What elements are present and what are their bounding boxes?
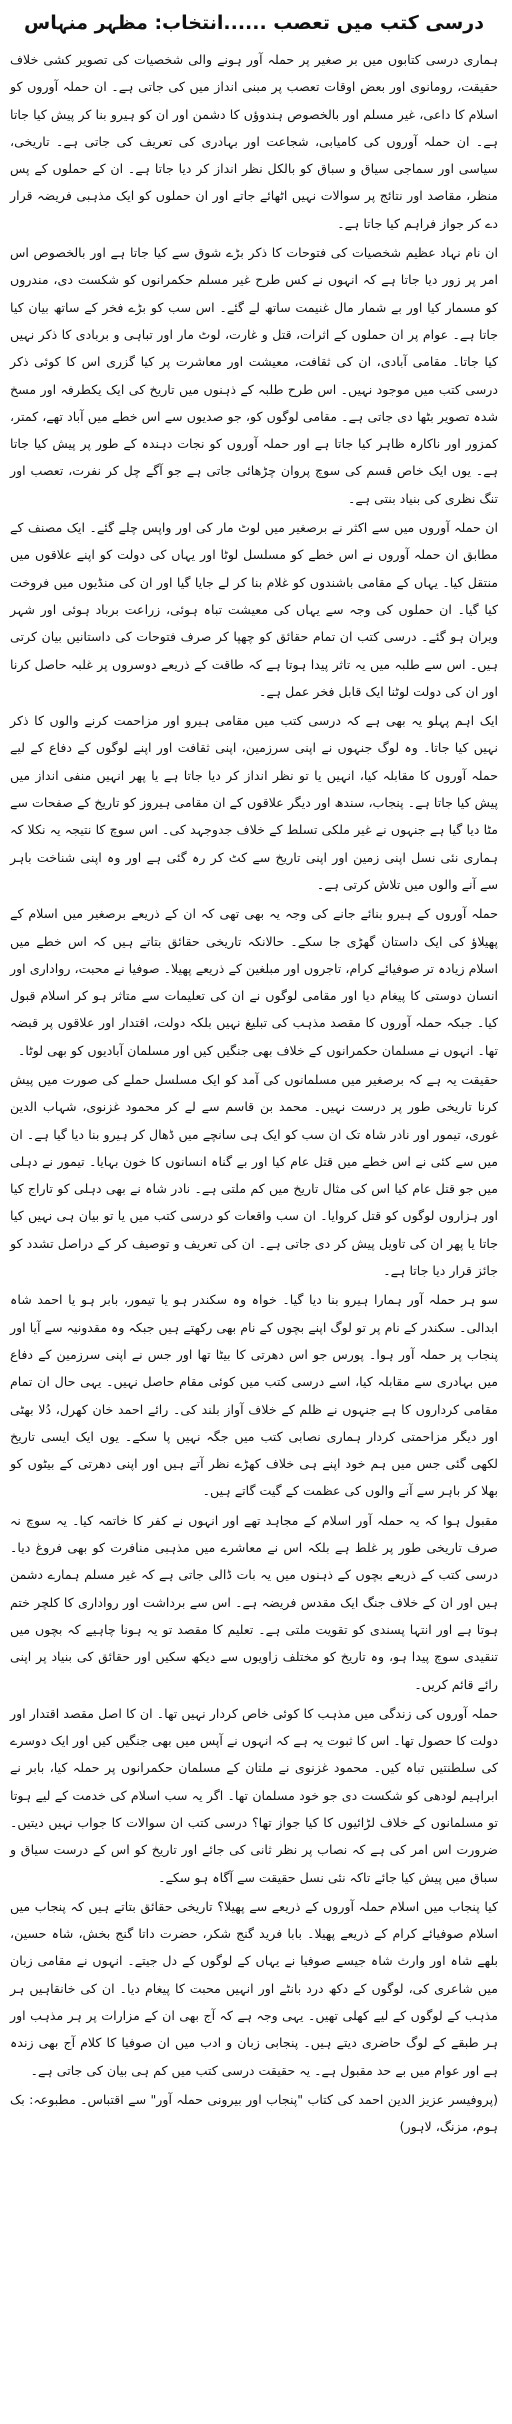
article-paragraph: حملہ آوروں کی زندگی میں مذہب کا کوئی خاص کردار نہیں تھا۔ ان کا اصل مقصد اقتدار اور دولت کا حصول تھا۔ اس کا ثبوت یہ ہے کہ انہوں نے آپس میں بھی جنگیں کیں اور ایک دوسرے کی سلطنتیں تباہ کیں۔ محمود غزنوی نے ملتان کے مسلمان حکمرانوں پر حملہ کیا، بابر نے ابراہیم لودھی کو شکست دی جو خود مسلمان تھا۔ اگر یہ سب اسلام کی خدمت کے لیے ہوتا تو مسلمانوں کے خلاف لڑائیوں کا کیا جواز تھا؟ درسی کتب ان سوالات کا جواب نہیں دیتیں۔ ضرورت اس امر کی ہے کہ نصاب پر نظر ثانی کی جائے اور تاریخ کو اس کے درست سیاق و سباق میں پیش کیا جائے تاکہ نئی نسل حقیقت سے آگاہ ہو سکے۔: [10, 1705, 498, 1885]
article-paragraph: ہماری درسی کتابوں میں بر صغیر پر حملہ آور ہونے والی شخصیات کی تصویر کشی خلاف حقیقت، رومانوی اور بعض اوقات تعصب پر مبنی انداز میں کی جاتی ہے۔ ان حملہ آوروں کو اسلام کا داعی، غیر مسلم اور بالخصوص ہندوؤں کا دشمن اور ان کو ہیرو بنا کر پیش کیا جاتا ہے۔ ان حملہ آوروں کی کامیابی، شجاعت اور بہادری کی تعریف کی جاتی ہے۔ تاریخی، سیاسی اور سماجی سیاق و سباق کو بالکل نظر انداز کر دیا جاتا ہے۔ ان کے حملوں کے پس منظر، مقاصد اور نتائج پر سوالات نہیں اٹھائے جاتے اور ان حملوں کو ایک مذہبی فریضہ قرار دے کر جواز فراہم کیا جاتا ہے۔: [10, 52, 498, 231]
article-source-credit: (پروفیسر عزیز الدین احمد کی کتاب "پنجاب اور بیرونی حملہ آور" سے اقتباس۔ مطبوعہ: بک ہوم، مزنگ، لاہور): [10, 2091, 498, 2135]
article-title: درسی کتب میں تعصب ......انتخاب: مظہر منہاس: [24, 12, 484, 34]
article-paragraph: سو ہر حملہ آور ہمارا ہیرو بنا دیا گیا۔ خواہ وہ سکندر ہو یا تیمور، بابر ہو یا احمد شاہ ابدالی۔ سکندر کے نام پر تو لوگ اپنے بچوں کے نام بھی رکھتے ہیں جبکہ وہ مقدونیہ سے آیا اور پنجاب پر حملہ آور ہوا۔ پورس جو اس دھرتی کا بیٹا تھا اور جس نے اپنی سرزمین کے دفاع میں بہادری سے مقابلہ کیا، اسے درسی کتب میں کوئی مقام حاصل نہیں۔ یہی حال ان تمام مقامی کرداروں کا ہے جنہوں نے ظلم کے خلاف آواز بلند کی۔ رائے احمد خان کھرل، دُلا بھٹی اور دیگر مزاحمتی کردار ہماری نصابی کتب میں جگہ نہیں پا سکے۔ یوں ایک ایسی تاریخ لکھی گئی جس میں ہم خود اپنے ہی خلاف کھڑے نظر آتے ہیں اور اپنی دھرتی کے بیٹوں کو بھلا کر باہر سے آنے والوں کی عظمت کے گیت گاتے ہیں۔: [10, 1292, 498, 1499]
article-paragraph: ان نام نہاد عظیم شخصیات کی فتوحات کا ذکر بڑے شوق سے کیا جاتا ہے اور بالخصوص اس امر پر زور دیا جاتا ہے کہ انہوں نے کس طرح غیر مسلم حکمرانوں کو شکست دی، مندروں کو مسمار کیا اور بے شمار مال غنیمت ساتھ لے گئے۔ اس سب کو بڑے فخر کے ساتھ بیان کیا جاتا ہے۔ عوام پر ان حملوں کے اثرات، قتل و غارت، لوٹ مار اور تباہی و بربادی کا ذکر نہیں کیا جاتا۔ مقامی آبادی، ان کی ثقافت، معیشت اور معاشرت پر کیا گزری اس کا کوئی ذکر درسی کتب میں موجود نہیں۔ اس طرح طلبہ کے ذہنوں میں تاریخ کی ایک یکطرفہ اور مسخ شدہ تصویر بٹھا دی جاتی ہے۔ مقامی لوگوں کو، جو صدیوں سے اس خطے میں آباد تھے، کمتر، کمزور اور ناکارہ ظاہر کیا جاتا ہے اور حملہ آوروں کو نجات دہندہ کے طور پر پیش کیا جاتا ہے۔ یوں ایک خاص قسم کی سوچ پروان چڑھائی جاتی ہے جو آگے چل کر نفرت، تعصب اور تنگ نظری کی بنیاد بنتی ہے۔: [10, 245, 498, 506]
article-paragraph: حملہ آوروں کے ہیرو بنائے جانے کی وجہ یہ بھی تھی کہ ان کے ذریعے برصغیر میں اسلام کے پھیلاؤ کی ایک داستان گھڑی جا سکے۔ حالانکہ تاریخی حقائق بتاتے ہیں کہ اس خطے میں اسلام زیادہ تر صوفیائے کرام، تاجروں اور مبلغین کے ذریعے پھیلا۔ صوفیا نے محبت، رواداری اور انسان دوستی کا پیغام دیا اور مقامی لوگوں نے ان کی تعلیمات سے متاثر ہو کر اسلام قبول کیا۔ جبکہ حملہ آوروں کا مقصد مذہب کی تبلیغ نہیں بلکہ دولت، اقتدار اور علاقوں پر قبضہ تھا۔ انہوں نے مسلمان حکمرانوں کے خلاف بھی جنگیں کیں اور مسلمان آبادیوں کو بھی لوٹا۔: [10, 906, 498, 1058]
article-paragraph: مقبول ہوا کہ یہ حملہ آور اسلام کے مجاہد تھے اور انہوں نے کفر کا خاتمہ کیا۔ یہ سوچ نہ صرف تاریخی طور پر غلط ہے بلکہ اس نے معاشرے میں مذہبی منافرت کو بھی فروغ دیا۔ درسی کتب کے ذریعے بچوں کے ذہنوں میں یہ بات ڈالی جاتی ہے کہ غیر مسلم ہمارے دشمن ہیں اور ان کے خلاف جنگ ایک مقدس فریضہ ہے۔ اس سے برداشت اور رواداری کا کلچر ختم ہوتا ہے اور انتہا پسندی کو تقویت ملتی ہے۔ تعلیم کا مقصد تو یہ ہونا چاہیے کہ بچوں میں تنقیدی سوچ پیدا ہو، وہ تاریخ کو مختلف زاویوں سے دیکھ سکیں اور حقائق کی بنیاد پر اپنی رائے قائم کریں۔: [10, 1512, 498, 1692]
article-paragraph: ایک اہم پہلو یہ بھی ہے کہ درسی کتب میں مقامی ہیرو اور مزاحمت کرنے والوں کا ذکر نہیں کیا جاتا۔ وہ لوگ جنہوں نے اپنی سرزمین، اپنی ثقافت اور اپنے لوگوں کے دفاع کے لیے حملہ آوروں کا مقابلہ کیا، انہیں یا تو نظر انداز کر دیا جاتا ہے یا پھر انہیں منفی انداز میں پیش کیا جاتا ہے۔ پنجاب، سندھ اور دیگر علاقوں کے ان مقامی ہیروز کو تاریخ کے صفحات سے مٹا دیا گیا ہے جنہوں نے غیر ملکی تسلط کے خلاف جدوجہد کی۔ اس سوچ کا نتیجہ یہ نکلا کہ ہماری نئی نسل اپنی زمین اور اپنی تاریخ سے کٹ کر رہ گئی ہے اور وہ اپنی شناخت باہر سے آنے والوں میں تلاش کرتی ہے۔: [10, 713, 498, 892]
article-paragraph: حقیقت یہ ہے کہ برصغیر میں مسلمانوں کی آمد کو ایک مسلسل حملے کی صورت میں پیش کرنا تاریخی طور پر درست نہیں۔ محمد بن قاسم سے لے کر محمود غزنوی، شہاب الدین غوری، تیمور اور نادر شاہ تک ان سب کو ایک ہی سانچے میں ڈھال کر ہیرو بنا دیا گیا ہے۔ ان میں سے کئی نے اس خطے میں قتل عام کیا اور بے گناہ انسانوں کا خون بہایا۔ تیمور نے دہلی میں جو قتل عام کیا اس کی مثال تاریخ میں کم ملتی ہے۔ نادر شاہ نے بھی دہلی کو تاراج کیا اور ہزاروں لوگوں کو قتل کروایا۔ ان سب واقعات کو درسی کتب میں یا تو بیان ہی نہیں کیا جاتا یا پھر ان کی تاویل پیش کر دی جاتی ہے۔ ان کی تعریف و توصیف کر کے دراصل تشدد کو جائز قرار دیا جاتا ہے۔: [10, 1071, 498, 1279]
article-paragraph: ان حملہ آوروں میں سے اکثر نے برصغیر میں لوٹ مار کی اور واپس چلے گئے۔ ایک مصنف کے مطابق ان حملہ آوروں نے اس خطے کو مسلسل لوٹا اور یہاں کی دولت کو اپنے علاقوں میں منتقل کیا۔ یہاں کے مقامی باشندوں کو غلام بنا کر لے جایا گیا اور ان کی منڈیوں میں فروخت کیا گیا۔ ان حملوں کی وجہ سے یہاں کی معیشت تباہ ہوئی، زراعت برباد ہوئی اور شہر ویران ہو گئے۔ درسی کتب ان تمام حقائق کو چھپا کر صرف فتوحات کی داستانیں بیان کرتی ہیں۔ اس سے طلبہ میں یہ تاثر پیدا ہوتا ہے کہ طاقت کے ذریعے دوسروں پر غلبہ حاصل کرنا اور ان کی دولت لوٹنا ایک قابل فخر عمل ہے۔: [10, 520, 498, 699]
article-body: [10, 46, 498, 2141]
article-paragraph: کیا پنجاب میں اسلام حملہ آوروں کے ذریعے سے پھیلا؟ تاریخی حقائق بتاتے ہیں کہ پنجاب میں اسلام صوفیائے کرام کے ذریعے پھیلا۔ بابا فرید گنج شکر، حضرت داتا گنج بخش، شاہ حسین، بلھے شاہ اور وارث شاہ جیسے صوفیا نے یہاں کے لوگوں کے دل جیتے۔ انہوں نے مقامی زبان میں شاعری کی، لوگوں کے دکھ درد بانٹے اور انہیں محبت کا پیغام دیا۔ ان کی خانقاہیں ہر مذہب کے لوگوں کے لیے کھلی تھیں۔ یہی وجہ ہے کہ آج بھی ان کے مزارات پر ہر مذہب اور ہر طبقے کے لوگ حاضری دیتے ہیں۔ پنجابی زبان و ادب میں ان صوفیا کا کلام آج بھی زندہ ہے اور عوام میں بے حد مقبول ہے۔ یہ حقیقت درسی کتب میں کم ہی بیان کی جاتی ہے۔: [10, 1898, 498, 2078]
